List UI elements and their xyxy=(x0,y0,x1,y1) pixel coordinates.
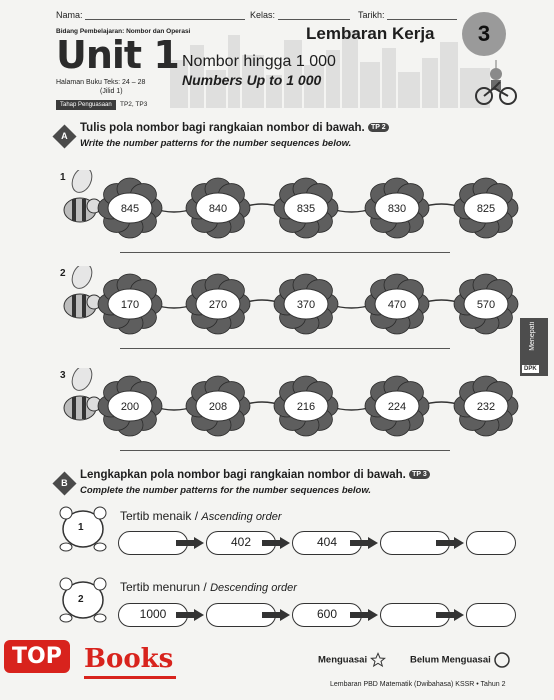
name-field[interactable] xyxy=(56,10,245,20)
topic-title-ms: Nombor hingga 1 000 xyxy=(182,53,336,70)
worksheet-label: Lembaran Kerja xyxy=(306,24,435,43)
flower xyxy=(365,274,429,334)
section-b-badge: B xyxy=(52,471,76,495)
flower-number: 840 xyxy=(208,203,228,215)
flower-number: 845 xyxy=(120,203,140,215)
flower xyxy=(274,376,338,436)
tp-levels: TP2, TP3 xyxy=(120,101,148,108)
bee-icon xyxy=(64,266,101,318)
row-number: 1 xyxy=(60,172,66,183)
arrow-right-icon xyxy=(436,537,464,549)
not-mastered-option[interactable] xyxy=(410,652,511,668)
answer-box[interactable]: 600 xyxy=(292,603,362,627)
learning-area: Bidang Pembelajaran: Nombor dan Operasi xyxy=(56,28,191,35)
flower xyxy=(454,376,518,436)
flower-number: 208 xyxy=(208,401,228,413)
arrow-right-icon xyxy=(350,537,378,549)
dpk-badge: DPK xyxy=(524,366,537,372)
topic-title-en: Numbers Up to 1 000 xyxy=(182,72,322,88)
unit-title: Unit 1 xyxy=(56,33,179,77)
item-number-1: 1 xyxy=(78,522,84,533)
flower-row-2 xyxy=(0,266,554,336)
name-label: Nama: xyxy=(56,10,83,20)
topbooks-watermark xyxy=(0,632,180,692)
answer-line[interactable] xyxy=(120,348,450,349)
answer-line[interactable] xyxy=(120,450,450,451)
class-label: Kelas: xyxy=(250,10,276,20)
volume-text: (Jilid 1) xyxy=(100,88,123,95)
flower-number: 232 xyxy=(476,401,496,413)
flower-row-1 xyxy=(0,170,554,240)
flower-number: 200 xyxy=(120,401,140,413)
circle-icon xyxy=(493,652,511,668)
class-blank xyxy=(278,11,350,20)
flower xyxy=(186,274,250,334)
watermark-top: TOP xyxy=(4,640,70,673)
answer-line[interactable] xyxy=(120,252,450,253)
star-icon xyxy=(370,652,386,668)
flower xyxy=(186,178,250,238)
section-a-badge: A xyxy=(52,124,76,148)
section-a-title-ms-text: Tulis pola nombor bagi rangkaian nombor di bawah. xyxy=(80,122,365,134)
flower-number: 270 xyxy=(208,299,228,311)
date-blank xyxy=(387,11,457,20)
sheet-number-balloon: 3 xyxy=(462,12,506,56)
arrow-right-icon xyxy=(350,609,378,621)
side-tab-label: Menepati xyxy=(529,322,536,351)
arrow-right-icon xyxy=(176,609,204,621)
section-a-title-ms xyxy=(80,122,389,134)
flower-number: 825 xyxy=(476,203,496,215)
descending-order-label: Tertib menurun / Descending order xyxy=(120,580,297,594)
flower-number: 224 xyxy=(387,401,407,413)
flower xyxy=(454,274,518,334)
class-field[interactable] xyxy=(250,10,350,20)
flower xyxy=(274,178,338,238)
flower-number: 370 xyxy=(296,299,316,311)
ascending-order-label-ms: Tertib menaik xyxy=(120,509,192,523)
descending-order-label-ms: Tertib menurun xyxy=(120,580,201,594)
flower-row-3 xyxy=(0,368,554,438)
date-label: Tarikh: xyxy=(358,10,385,20)
section-b-tp-badge: TP 3 xyxy=(409,470,430,479)
ascending-order-label-en: Ascending order xyxy=(201,511,282,523)
section-a-title-en: Write the number patterns for the number sequences below. xyxy=(80,138,352,149)
arrow-right-icon xyxy=(262,537,290,549)
flower-number: 835 xyxy=(296,203,316,215)
watermark-underline xyxy=(84,676,176,679)
ascending-order-label: Tertib menaik / Ascending order xyxy=(120,509,282,523)
flower xyxy=(186,376,250,436)
name-blank xyxy=(85,11,245,20)
flower-number: 470 xyxy=(387,299,407,311)
bee-icon xyxy=(64,368,101,420)
flower xyxy=(454,178,518,238)
answer-box[interactable] xyxy=(466,531,516,555)
watermark-books: Books xyxy=(84,644,174,674)
flower xyxy=(98,274,162,334)
not-mastered-label: Belum Menguasai xyxy=(410,654,491,666)
flower xyxy=(365,376,429,436)
section-a-tp-badge: TP 2 xyxy=(368,123,389,132)
cyclist-icon xyxy=(474,60,518,106)
bee-icon xyxy=(64,170,101,222)
mastered-label: Menguasai xyxy=(318,654,368,666)
arrow-right-icon xyxy=(176,537,204,549)
section-b-title-ms xyxy=(80,469,430,481)
textbook-pages-text: Halaman Buku Teks: 24 – 28 xyxy=(56,79,146,86)
mastery-level-badge: Tahap Penguasaan xyxy=(56,100,116,110)
flower xyxy=(98,376,162,436)
flower-number: 170 xyxy=(120,299,140,311)
flower-number: 830 xyxy=(387,203,407,215)
arrow-right-icon xyxy=(262,609,290,621)
descending-order-label-en: Descending order xyxy=(210,582,297,594)
arrow-right-icon xyxy=(436,609,464,621)
item-number-2: 2 xyxy=(78,594,84,605)
textbook-pages xyxy=(56,78,145,96)
flower xyxy=(98,178,162,238)
footer-credit: Lembaran PBD Matematik (Dwibahasa) KSSR • Tahun 2 xyxy=(330,681,506,688)
date-field[interactable] xyxy=(358,10,457,20)
section-b-title-en: Complete the number patterns for the number sequences below. xyxy=(80,485,372,496)
row-number: 3 xyxy=(60,370,66,381)
mastered-option[interactable] xyxy=(318,652,386,668)
row-number: 2 xyxy=(60,268,66,279)
answer-box[interactable] xyxy=(466,603,516,627)
answer-box[interactable]: 402 xyxy=(206,531,276,555)
flower-number: 216 xyxy=(296,401,316,413)
side-tab xyxy=(520,318,548,376)
flower xyxy=(365,178,429,238)
flower-number: 570 xyxy=(476,299,496,311)
answer-box[interactable]: 1000 xyxy=(118,603,188,627)
flower xyxy=(274,274,338,334)
answer-box[interactable]: 404 xyxy=(292,531,362,555)
section-b-title-ms-text: Lengkapkan pola nombor bagi rangkaian nombor di bawah. xyxy=(80,469,406,481)
